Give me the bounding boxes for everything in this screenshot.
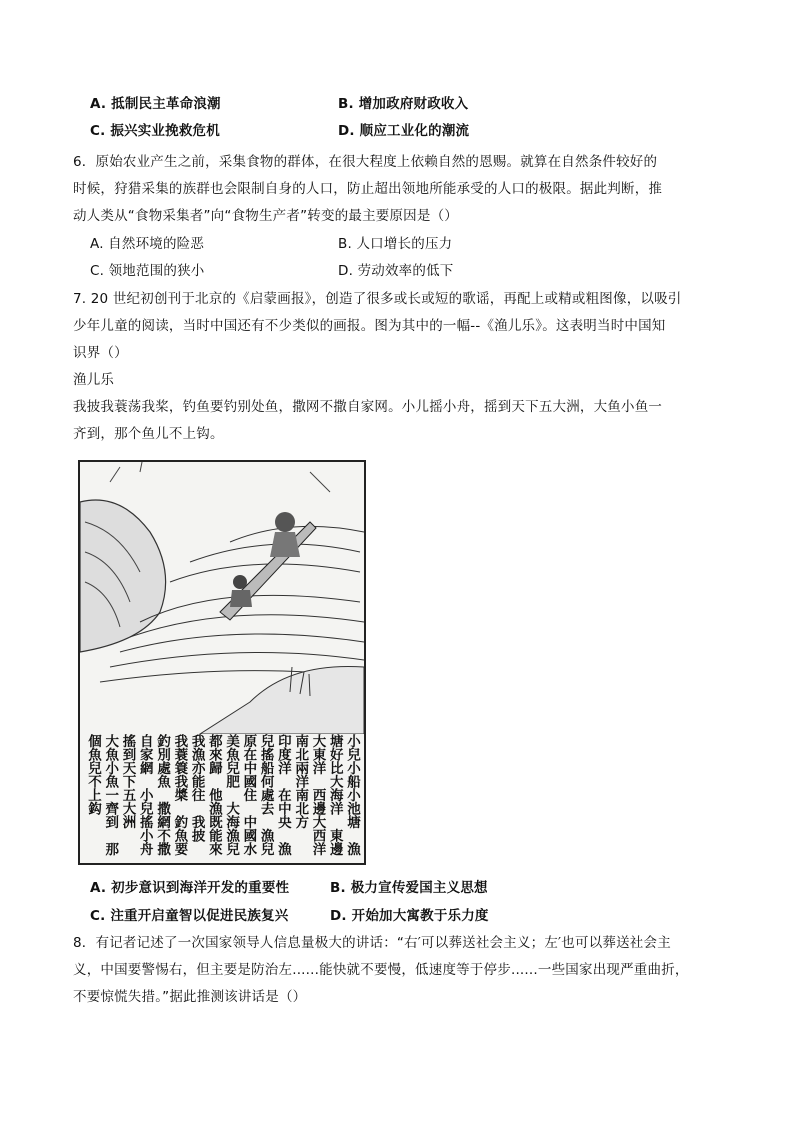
q6-option-d: D. 劳动效率的低下 [338,263,454,279]
q5-option-b: B. 增加政府财政收入 [338,96,469,112]
q5-option-d: D. 顺应工业化的潮流 [338,123,470,139]
verse-column: 印度洋 在中央 漁 [274,734,291,856]
verse-column: 南北兩洋南北方 [292,734,309,829]
verse-column: 美魚兒肥 大海漁兒 [223,734,240,856]
q7-option-b: B. 极力宣传爱国主义思想 [330,880,488,896]
verse-column: 原在中國住 中國水 [240,734,257,856]
q8-stem-line: 义，中国要警惕右，但主要是防治左......能快就不要慢，低速度等于停步......一些国家出现严重曲折， [73,962,689,978]
q6-option-b: B. 人口增长的压力 [338,236,453,252]
q7-option-d: D. 开始加大寓教于乐力度 [330,908,489,924]
illustration-verse [84,734,360,859]
verse-column: 個魚兒不上鈎 [85,734,101,815]
poem-line: 齐到，那个鱼儿不上钩。 [73,426,224,442]
q6-option-c: C. 领地范围的狭小 [90,263,205,279]
poem-title: 渔儿乐 [73,372,115,388]
q6-option-a: A. 自然环境的险恶 [90,236,205,252]
verse-column: 大東洋 西邊大西洋 [309,734,326,856]
verse-column: 釣別處魚 撒網不撒 [154,734,171,856]
q8-stem-line: 8．有记者记述了一次国家领导人信息量极大的讲话：“右′可以葬送社会主义；左′也可以葬送社会主 [73,935,671,951]
q7-option-c: C. 注重开启童智以促进民族复兴 [90,908,289,924]
verse-column: 我漁亦能往 我披 [188,734,205,842]
verse-column: 我蓑簑我槳 釣魚要 [171,734,188,856]
q5-option-c: C. 振兴实业挽救危机 [90,123,220,139]
illustration-drawing [80,462,364,734]
verse-column: 塘好比大海洋 東邊 [326,734,343,856]
q6-stem-line: 动人类从“食物采集者”向“食物生产者”转变的最主要原因是（） [73,208,458,224]
verse-column: 兒搖船何處去 漁兒 [257,734,274,856]
fishing-boy-illustration [78,460,366,865]
verse-column: 小兒小船小池塘 漁 [343,734,360,856]
q8-stem-line: 不要惊慌失措。”据此推测该讲话是（） [73,989,307,1005]
verse-column: 都來歸 他漁既能來 [205,734,222,856]
q6-stem-line: 6．原始农业产生之前，采集食物的群体，在很大程度上依赖自然的恩赐。就算在自然条件较好的 [73,154,658,170]
q6-stem-line: 时候，狩猎采集的族群也会限制自身的人口，防止超出领地所能承受的人口的极限。据此判断，推 [73,181,663,197]
poem-line: 我披我蓑荡我桨，钓鱼要钓别处鱼，撒网不撒自家网。小儿摇小舟，摇到天下五大洲，大鱼小鱼一 [73,399,663,415]
verse-column: 大魚小魚一齊到 那 [102,734,119,856]
verse-column: 搖到天下五大洲 [119,734,136,829]
q5-option-a: A. 抵制民主革命浪潮 [90,96,221,112]
q7-stem-line: 少年儿童的阅读，当时中国还有不少类似的画报。图为其中的一幅--《渔儿乐》。这表明当时中国知 [73,318,666,334]
q7-option-a: A. 初步意识到海洋开发的重要性 [90,880,290,896]
q7-stem-line: 识界（） [73,345,128,361]
verse-column: 自家網 小兒搖小舟 [136,734,153,856]
q7-stem-line: 7. 20 世纪初创刊于北京的《启蒙画报》，创造了很多或长或短的歌谣，再配上或精或粗图像，以吸引 [73,291,682,307]
